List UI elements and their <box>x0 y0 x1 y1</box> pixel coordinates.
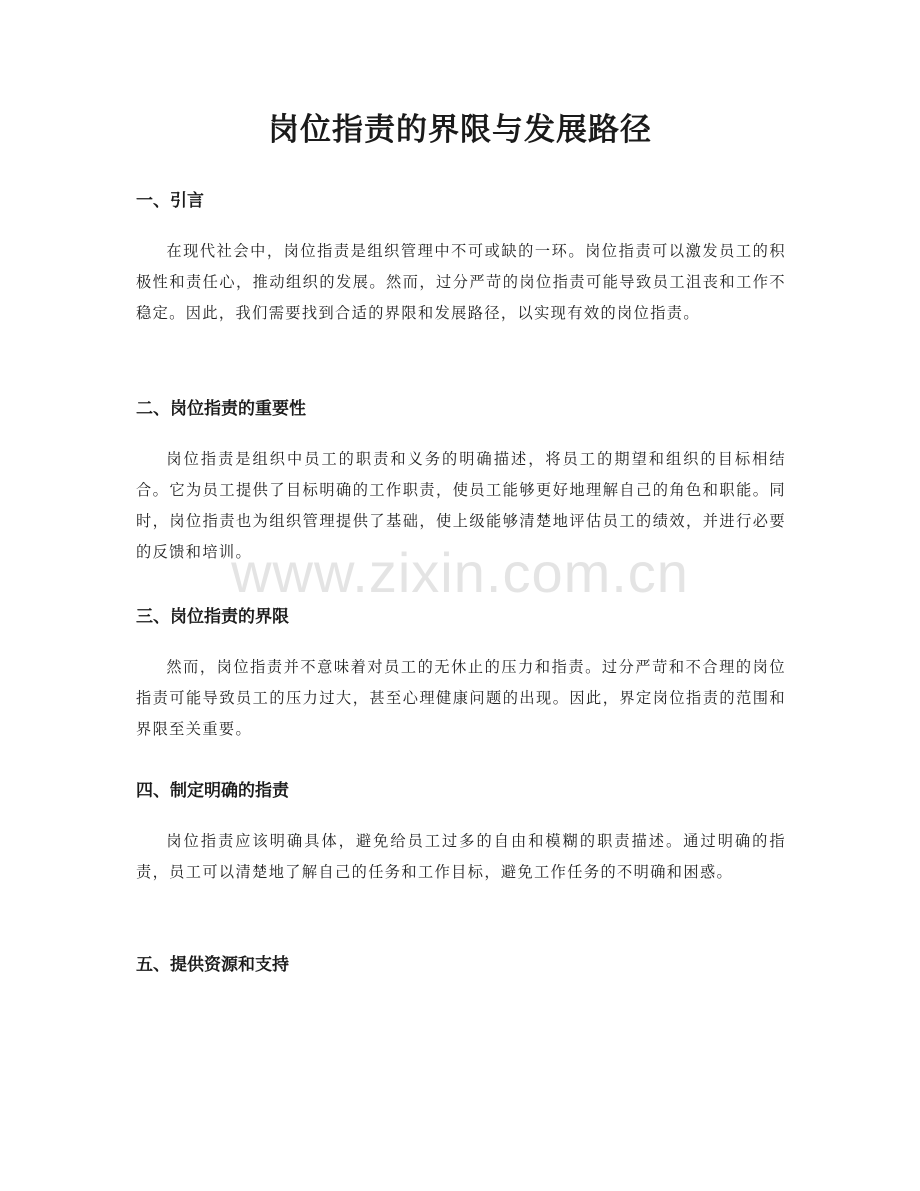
section-paragraph: 岗位指责是组织中员工的职责和义务的明确描述，将员工的期望和组织的目标相结合。它为员工提供了目标明确的工作职责，使员工能够更好地理解自己的角色和职能。同时，岗位指责也为组织管理提供了基础，使上级能够清楚地评估员工的绩效，并进行必要的反馈和培训。 <box>136 450 786 561</box>
section-introduction <box>136 188 786 329</box>
section-boundaries <box>136 604 786 745</box>
section-heading: 五、提供资源和支持 <box>136 955 289 975</box>
section-resources-support <box>136 952 786 978</box>
section-paragraph: 然而，岗位指责并不意味着对员工的无休止的压力和指责。过分严苛和不合理的岗位指责可能导致员工的压力过大，甚至心理健康问题的出现。因此，界定岗位指责的范围和界限至关重要。 <box>136 658 786 738</box>
section-heading: 二、岗位指责的重要性 <box>136 399 306 419</box>
section-paragraph: 岗位指责应该明确具体，避免给员工过多的自由和模糊的职责描述。通过明确的指责，员工可以清楚地了解自己的任务和工作目标，避免工作任务的不明确和困惑。 <box>136 832 786 881</box>
watermark-text: www.zixin.com.cn <box>231 541 689 604</box>
section-heading: 四、制定明确的指责 <box>136 781 289 801</box>
document-title: 岗位指责的界限与发展路径 <box>268 112 652 148</box>
section-heading: 三、岗位指责的界限 <box>136 607 289 627</box>
section-importance <box>136 396 786 568</box>
section-clear-duties <box>136 778 786 888</box>
section-paragraph: 在现代社会中，岗位指责是组织管理中不可或缺的一环。岗位指责可以激发员工的积极性和责任心，推动组织的发展。然而，过分严苛的岗位指责可能导致员工沮丧和工作不稳定。因此，我们需要找到合适的界限和发展路径，以实现有效的岗位指责。 <box>136 242 786 322</box>
section-heading: 一、引言 <box>136 191 204 211</box>
